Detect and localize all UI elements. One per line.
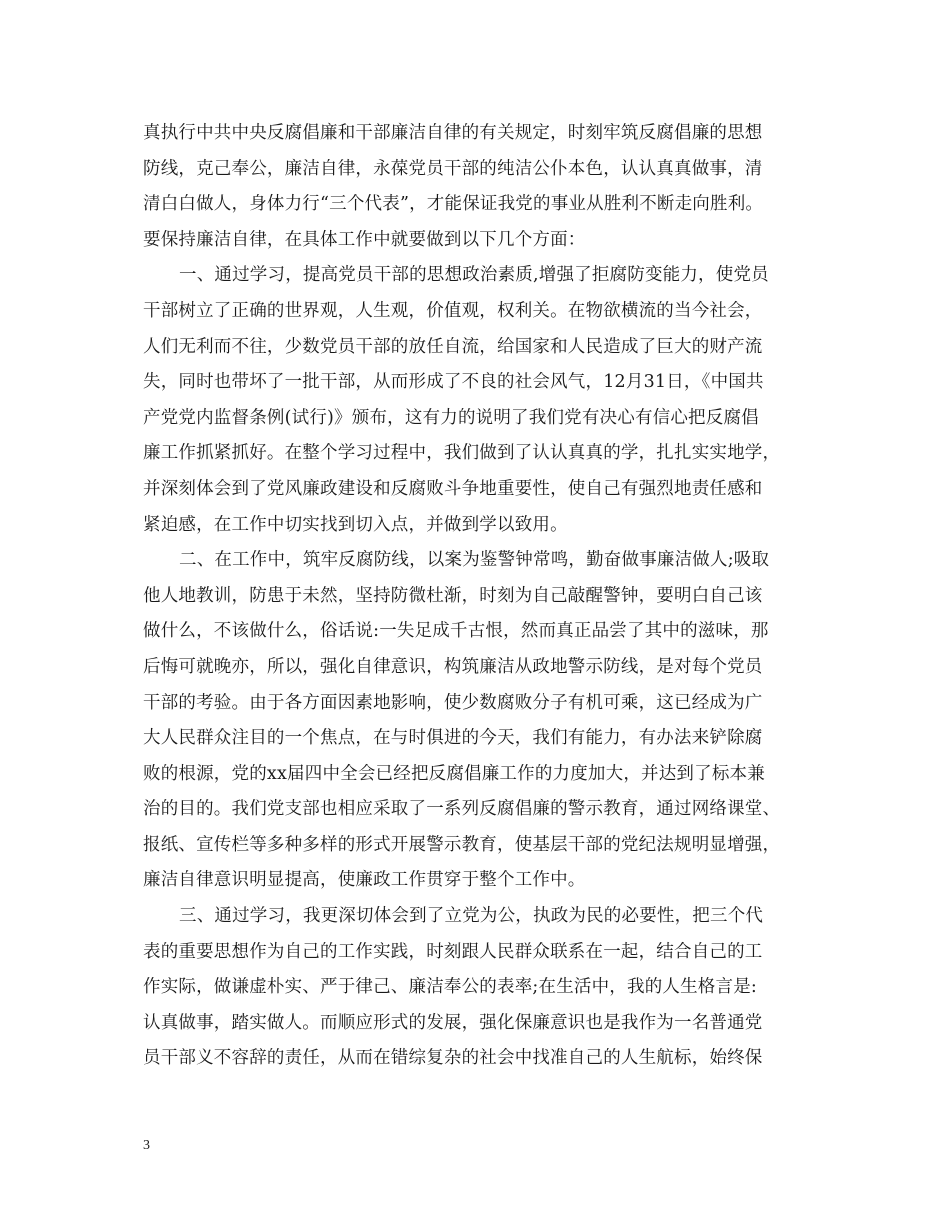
text-line: 要保持廉洁自律，在具体工作中就要做到以下几个方面：: [143, 229, 586, 250]
text-line: 认真做事，踏实做人。而顺应形式的发展，强化保廉意识也是我作为一名普通党: [143, 1012, 763, 1033]
paragraph-continuation: [143, 116, 813, 258]
text-line: 失，同时也带坏了一批干部，从而形成了不良的社会风气，12月31日，《中国共: [143, 372, 764, 393]
paragraph-point-one: [143, 258, 813, 543]
text-line: 人们无利而不往，少数党员干部的放任自流，给国家和人民造成了巨大的财产流: [143, 336, 763, 357]
paragraph-point-two: [143, 543, 813, 899]
page-number: 3: [143, 1138, 150, 1153]
text-line: 作实际，做谦虚朴实、严于律己、廉洁奉公的表率;在生活中，我的人生格言是:: [143, 977, 757, 998]
text-line: 二、在工作中，筑牢反腐防线，以案为鉴警钟常鸣，勤奋做事廉洁做人;吸取: [179, 550, 770, 571]
text-line: 真执行中共中央反腐倡廉和干部廉洁自律的有关规定，时刻牢筑反腐倡廉的思想: [143, 123, 763, 143]
text-line: 员干部义不容辞的责任，从而在错综复杂的社会中找准自己的人生航标，始终保: [143, 1048, 763, 1069]
text-line: 后悔可就晚亦，所以，强化自律意识，构筑廉洁从政地警示防线，是对每个党员: [143, 656, 763, 677]
text-line: 治的目的。我们党支部也相应采取了一系列反腐倡廉的警示教育，通过网络课堂、: [143, 799, 781, 820]
text-line: 表的重要思想作为自己的工作实践，时刻跟人民群众联系在一起，结合自己的工: [143, 941, 763, 962]
text-line: 干部的考验。由于各方面因素地影响，使少数腐败分子有机可乘，这已经成为广: [143, 692, 763, 713]
text-line: 紧迫感，在工作中切实找到切入点，并做到学以致用。: [143, 514, 568, 535]
text-line: 做什么，不该做什么，俗话说:一失足成千古恨，然而真正品尝了其中的滋味，那: [143, 621, 769, 642]
text-line: 产党党内监督条例(试行)》颁布，这有力的说明了我们党有决心有信心把反腐倡: [143, 407, 759, 428]
text-line: 廉洁自律意识明显提高，使廉政工作贯穿于整个工作中。: [143, 870, 586, 891]
text-line: 三、通过学习，我更深切体会到了立党为公，执政为民的必要性，把三个代: [179, 906, 764, 927]
text-line: 败的根源，党的xx届四中全会已经把反腐倡廉工作的力度加大，并达到了标本兼: [143, 763, 765, 784]
text-line: 一、通过学习，提高党员干部的思想政治素质,增强了拒腐防变能力，使党员: [179, 265, 769, 286]
text-line: 干部树立了正确的世界观，人生观，价值观，权利关。在物欲横流的当今社会，: [143, 300, 763, 321]
text-line: 防线，克己奉公，廉洁自律，永葆党员干部的纯洁公仆本色，认认真真做事，清: [143, 158, 763, 179]
text-line: 他人地教训，防患于未然，坚持防微杜渐，时刻为自己敲醒警钟，要明白自己该: [143, 585, 763, 606]
text-line: 大人民群众注目的一个焦点，在与时俱进的今天，我们有能力，有办法来铲除腐: [143, 728, 763, 749]
text-line: 并深刻体会到了党风廉政建设和反腐败斗争地重要性，使自己有强烈地责任感和: [143, 478, 763, 499]
body-text: [143, 116, 813, 1077]
text-line: 清白白做人，身体力行“三个代表”，才能保证我党的事业从胜利不断走向胜利。: [143, 194, 764, 215]
text-line: 报纸、宣传栏等多种多样的形式开展警示教育，使基层干部的党纪法规明显增强，: [143, 834, 781, 855]
paragraph-point-three: [143, 899, 813, 1077]
text-line: 廉工作抓紧抓好。在整个学习过程中，我们做到了认认真真的学，扎扎实实地学，: [143, 443, 781, 464]
